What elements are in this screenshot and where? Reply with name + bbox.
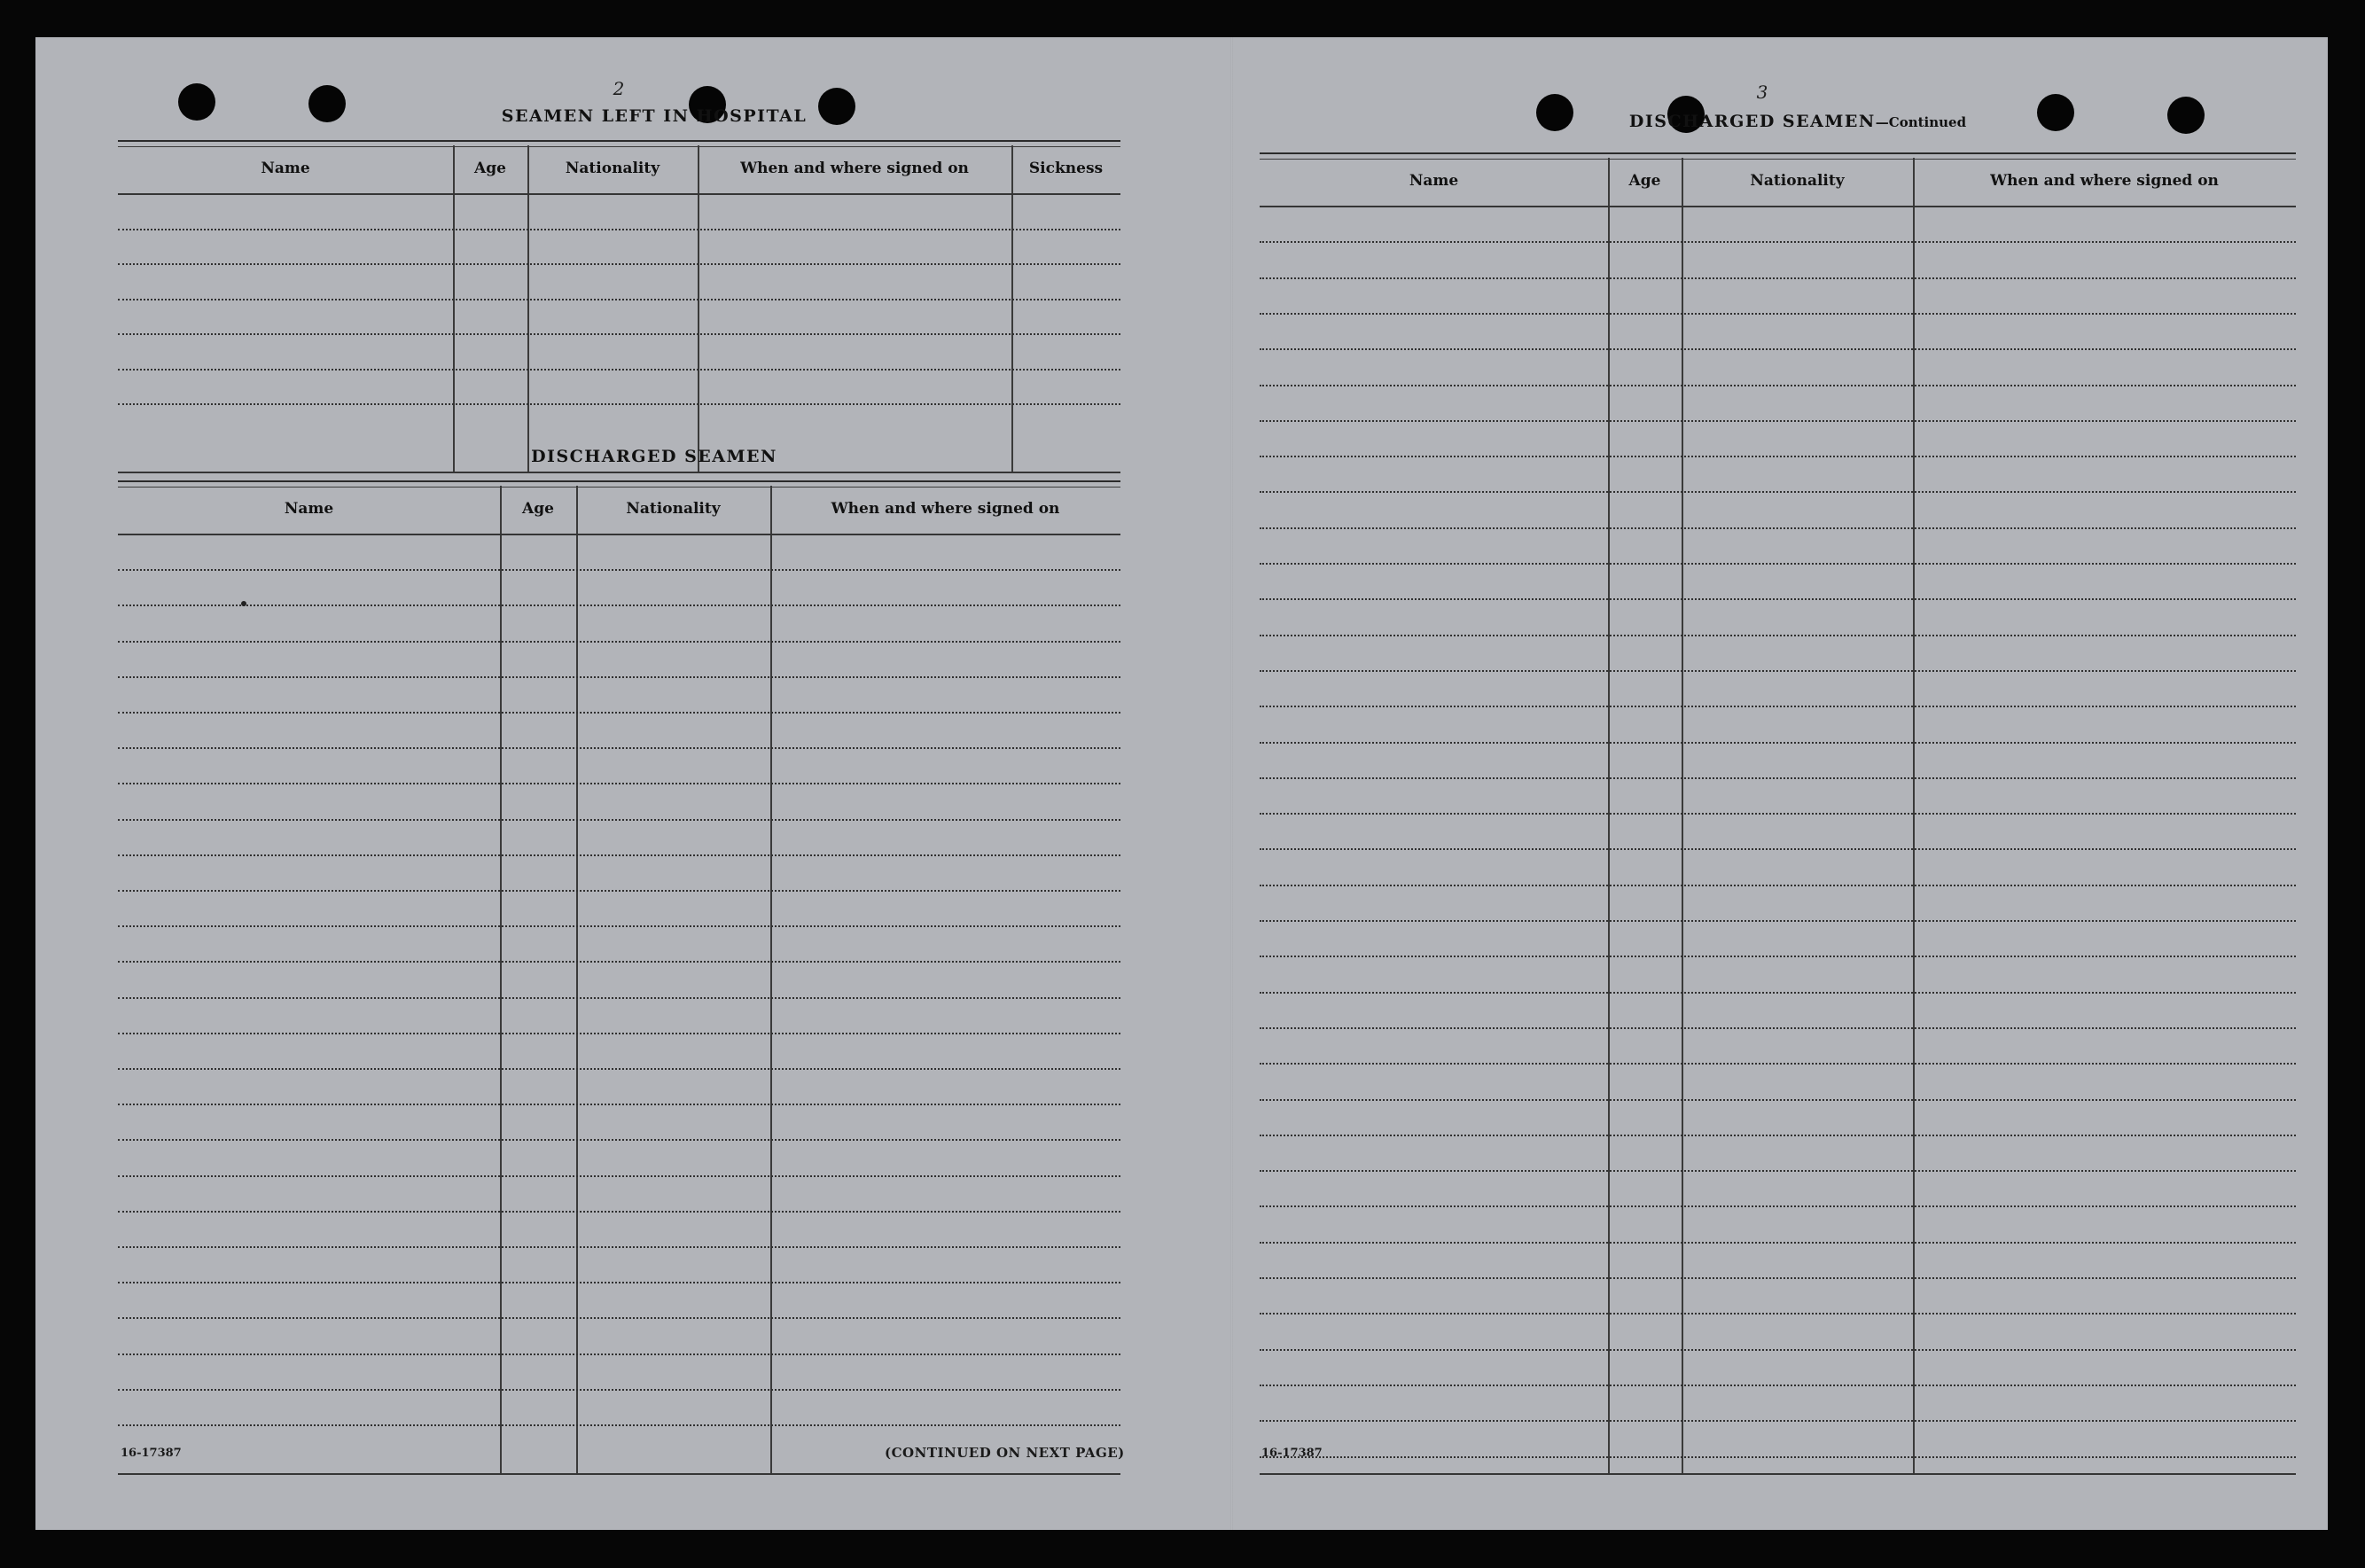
column-header-age: Age — [522, 500, 554, 518]
table-row — [1260, 920, 2296, 922]
table-top-rule — [1260, 152, 2296, 160]
table-row — [1260, 241, 2296, 243]
table-row — [118, 747, 1120, 749]
hospital-table — [118, 140, 1120, 472]
document-sheet — [35, 37, 2328, 1530]
table-row — [1260, 1313, 2296, 1314]
column-divider — [500, 486, 502, 1473]
table-row — [1260, 706, 2296, 707]
table-row — [118, 819, 1120, 821]
table-bottom-rule — [118, 472, 1120, 473]
table-row — [1260, 385, 2296, 386]
punch-hole — [178, 83, 215, 121]
table-row — [1260, 1027, 2296, 1029]
table-row — [118, 605, 1120, 606]
table-row — [1260, 348, 2296, 350]
table-row — [118, 997, 1120, 999]
column-header-signed-on: When and where signed on — [831, 500, 1060, 518]
table-row — [1260, 598, 2296, 600]
table-row — [118, 890, 1120, 892]
punch-hole — [1536, 94, 1573, 131]
table-row — [1260, 956, 2296, 957]
table-row — [1260, 527, 2296, 529]
discharged-continued-title-suffix: —Continued — [1875, 114, 1967, 130]
column-header-name: Name — [284, 500, 334, 518]
table-top-rule — [118, 140, 1120, 147]
table-row — [1260, 1420, 2296, 1422]
header-rule — [118, 193, 1120, 195]
table-row — [118, 1317, 1120, 1319]
punch-hole — [2037, 94, 2074, 131]
table-row — [118, 263, 1120, 265]
table-row — [1260, 1170, 2296, 1172]
column-divider — [576, 486, 578, 1473]
discharged-section-title: DISCHARGED SEAMEN — [531, 447, 777, 466]
table-row — [1260, 1349, 2296, 1351]
column-divider — [770, 486, 772, 1473]
table-row — [1260, 670, 2296, 672]
table-row — [118, 1246, 1120, 1248]
table-row — [1260, 563, 2296, 565]
table-row — [1260, 885, 2296, 886]
header-rule — [1260, 206, 2296, 207]
table-row — [118, 333, 1120, 335]
table-top-rule — [118, 480, 1120, 488]
ink-speck — [241, 601, 246, 606]
table-row — [118, 1104, 1120, 1105]
table-row — [1260, 635, 2296, 636]
table-row — [1260, 277, 2296, 279]
table-row — [1260, 1385, 2296, 1386]
column-header-age: Age — [474, 160, 506, 177]
table-row — [118, 1353, 1120, 1355]
table-row — [1260, 1099, 2296, 1101]
table-row — [1260, 456, 2296, 457]
hospital-section-title: SEAMEN LEFT IN HOSPITAL — [501, 106, 808, 126]
page-number-left: 2 — [613, 78, 625, 99]
table-row — [1260, 1135, 2296, 1136]
column-header-name: Name — [261, 160, 310, 177]
table-row — [1260, 1242, 2296, 1244]
column-header-nationality: Nationality — [626, 500, 721, 518]
page-number-right: 3 — [1756, 82, 1768, 103]
table-row — [118, 641, 1120, 643]
table-row — [1260, 848, 2296, 850]
table-row — [1260, 742, 2296, 744]
table-row — [118, 1282, 1120, 1283]
table-row — [118, 229, 1120, 230]
table-row — [1260, 1456, 2296, 1458]
table-row — [118, 925, 1120, 927]
punch-hole — [308, 85, 346, 122]
table-row — [118, 569, 1120, 571]
table-row — [118, 1175, 1120, 1177]
center-fold — [1230, 37, 1233, 1530]
header-rule — [118, 534, 1120, 535]
discharged-continued-title-main: DISCHARGED SEAMEN — [1628, 112, 1876, 131]
column-header-nationality: Nationality — [1750, 172, 1845, 190]
table-row — [118, 676, 1120, 678]
discharged-continued-title — [1612, 112, 1984, 131]
table-row — [118, 783, 1120, 784]
table-row — [1260, 992, 2296, 994]
table-row — [118, 1211, 1120, 1213]
table-row — [1260, 1277, 2296, 1279]
table-row — [118, 961, 1120, 963]
table-row — [118, 403, 1120, 405]
table-row — [1260, 420, 2296, 422]
punch-hole — [2167, 97, 2205, 134]
table-row — [118, 712, 1120, 714]
column-header-sickness: Sickness — [1028, 160, 1104, 177]
table-bottom-rule — [118, 1473, 1120, 1475]
table-row — [1260, 1205, 2296, 1207]
form-number-right: 16-17387 — [1261, 1447, 1323, 1460]
column-header-age: Age — [1628, 172, 1661, 190]
table-row — [118, 1139, 1120, 1141]
table-bottom-rule — [1260, 1473, 2296, 1475]
column-divider — [1913, 158, 1915, 1473]
table-row — [118, 1424, 1120, 1426]
table-row — [1260, 813, 2296, 815]
table-row — [118, 369, 1120, 371]
discharged-table — [118, 480, 1120, 1473]
table-row — [118, 1068, 1120, 1070]
column-header-name: Name — [1409, 172, 1459, 190]
table-row — [118, 1033, 1120, 1034]
column-header-signed-on: When and where signed on — [1990, 172, 2219, 190]
table-row — [118, 854, 1120, 856]
table-row — [1260, 1063, 2296, 1065]
table-row — [118, 299, 1120, 300]
discharged-continued-table — [1260, 152, 2296, 1473]
continued-note: (CONTINUED ON NEXT PAGE) — [885, 1445, 1125, 1461]
form-number-left: 16-17387 — [121, 1447, 182, 1460]
column-divider — [1682, 158, 1683, 1473]
column-header-signed-on: When and where signed on — [740, 160, 969, 177]
column-divider — [1608, 158, 1610, 1473]
table-row — [118, 1389, 1120, 1391]
table-row — [1260, 313, 2296, 315]
column-header-nationality: Nationality — [565, 160, 660, 177]
table-row — [1260, 491, 2296, 493]
table-row — [1260, 777, 2296, 779]
